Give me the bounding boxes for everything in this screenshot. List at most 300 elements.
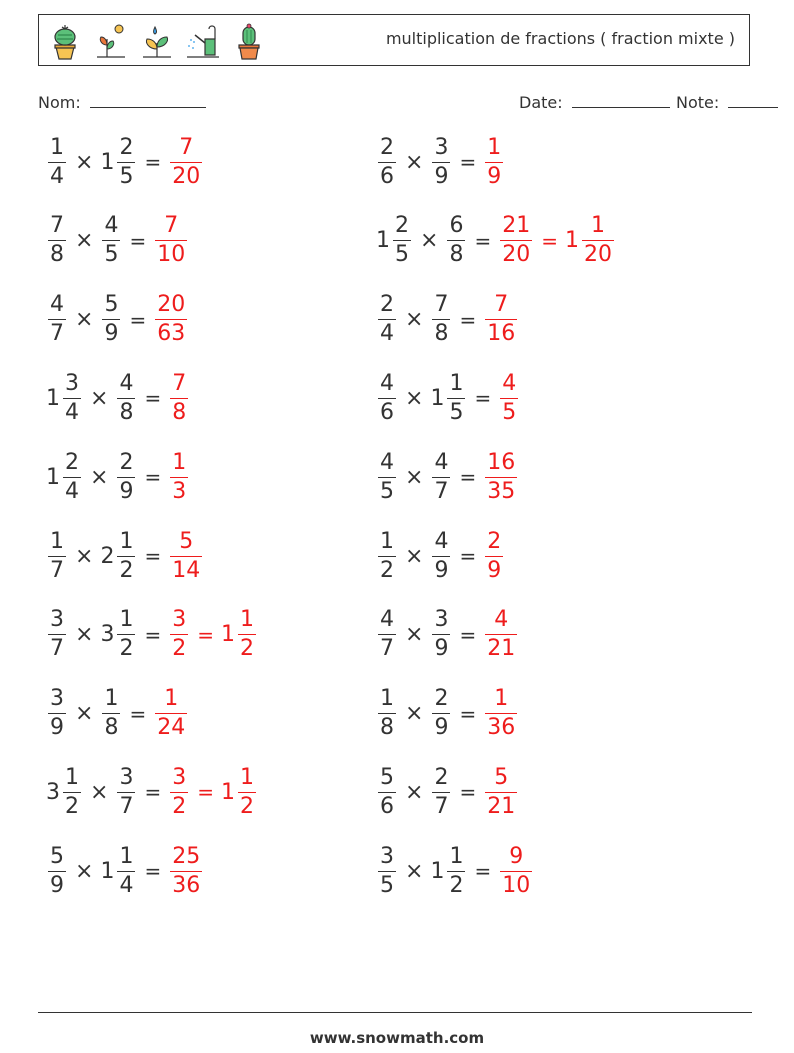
times-sign: ×	[90, 385, 109, 411]
answer-fraction	[168, 764, 190, 819]
denominator: 9	[50, 872, 64, 898]
cactus-icon	[231, 21, 267, 61]
answer-fraction	[168, 528, 204, 583]
fraction	[155, 688, 187, 739]
fraction	[485, 528, 503, 583]
numerator: 1	[494, 686, 509, 712]
operand-a	[46, 688, 68, 739]
answer-fraction	[168, 134, 204, 189]
problem-item	[46, 836, 204, 906]
operand-a	[376, 370, 398, 425]
fraction	[432, 609, 450, 660]
problem-item	[376, 363, 520, 433]
equals-sign: =	[459, 622, 477, 647]
numerator: 7	[494, 292, 509, 318]
fraction	[170, 528, 202, 583]
times-sign: ×	[405, 858, 424, 884]
operand-a	[46, 764, 83, 819]
fraction	[447, 215, 465, 266]
fraction	[48, 134, 66, 189]
denominator: 20	[583, 242, 612, 268]
answer	[483, 134, 505, 189]
numerator: 9	[509, 843, 524, 869]
problem-item	[376, 521, 505, 591]
fraction	[48, 528, 66, 583]
denominator: 7	[50, 321, 64, 347]
operand-a	[376, 528, 398, 583]
denominator: 5	[380, 872, 394, 898]
times-sign: ×	[405, 149, 424, 175]
numerator: 2	[119, 134, 134, 160]
operand-a	[46, 449, 83, 504]
problem-item	[46, 285, 189, 355]
fraction	[447, 843, 465, 898]
operand-b	[100, 294, 122, 345]
numerator: 3	[434, 607, 449, 633]
whole-number: 1	[100, 149, 115, 175]
numerator: 5	[380, 764, 394, 790]
date-label: Date:	[519, 93, 563, 112]
answer-equals-sign: =	[197, 622, 214, 647]
equals-sign: =	[144, 544, 162, 568]
answer-fraction	[168, 843, 204, 898]
answer	[153, 294, 189, 345]
denominator: 4	[119, 872, 134, 898]
answer	[168, 528, 204, 583]
times-sign: ×	[405, 779, 424, 805]
numerator: 3	[380, 843, 394, 869]
denominator: 4	[380, 321, 394, 347]
equals-sign: =	[474, 859, 492, 884]
denominator: 2	[119, 557, 134, 583]
numerator: 1	[50, 134, 64, 160]
fraction	[48, 215, 66, 266]
answer	[168, 843, 204, 898]
answer-fraction	[153, 294, 189, 345]
fraction	[238, 609, 256, 660]
fraction	[447, 370, 465, 425]
numerator: 1	[119, 528, 134, 554]
denominator: 5	[380, 478, 394, 504]
equals-sign: =	[474, 386, 492, 411]
answer-fraction	[498, 843, 534, 898]
times-sign: ×	[405, 543, 424, 569]
fraction	[117, 609, 135, 660]
times-sign: ×	[405, 622, 424, 648]
numerator: 5	[104, 292, 119, 318]
times-sign: ×	[405, 385, 424, 411]
whole-number: 1	[430, 858, 445, 884]
fraction	[432, 688, 450, 739]
operand-a	[376, 609, 398, 660]
fraction	[117, 843, 135, 898]
answer-mixed-number	[220, 764, 258, 819]
operand-a	[376, 688, 398, 739]
name-blank	[90, 93, 206, 108]
equals-sign: =	[144, 465, 162, 490]
problem-item	[46, 363, 190, 433]
denominator: 5	[449, 399, 464, 425]
watering-plant-icon	[139, 21, 175, 61]
operand-a	[376, 215, 413, 266]
fraction	[485, 609, 517, 660]
numerator: 1	[449, 370, 464, 396]
numerator: 4	[380, 607, 394, 633]
fraction	[155, 215, 187, 266]
answer	[483, 528, 505, 583]
numerator: 4	[502, 370, 517, 396]
whole-number: 3	[100, 622, 115, 648]
equals-sign: =	[144, 859, 162, 884]
denominator: 2	[239, 793, 254, 819]
fraction	[393, 215, 411, 266]
numerator: 20	[157, 292, 186, 318]
problem-item	[46, 679, 189, 749]
equals-sign: =	[129, 228, 147, 253]
answer	[483, 688, 519, 739]
fraction	[378, 688, 396, 739]
problem-item	[376, 206, 616, 276]
operand-a	[46, 843, 68, 898]
operand-b	[430, 688, 452, 739]
numerator: 1	[119, 607, 134, 633]
denominator: 9	[50, 715, 64, 741]
problem-item	[376, 679, 519, 749]
denominator: 7	[50, 636, 64, 662]
denominator: 4	[50, 163, 64, 189]
numerator: 3	[119, 764, 134, 790]
numerator: 1	[590, 213, 605, 239]
answer-fraction	[168, 449, 190, 504]
fraction	[432, 134, 450, 189]
fraction	[378, 528, 396, 583]
denominator: 4	[65, 478, 79, 504]
times-sign: ×	[75, 149, 94, 175]
numerator: 2	[434, 764, 449, 790]
answer-fraction	[483, 294, 519, 345]
answer-fraction	[483, 764, 519, 819]
denominator: 7	[50, 557, 64, 583]
operand-b	[430, 528, 452, 583]
fraction	[378, 609, 396, 660]
answer-fraction	[168, 609, 190, 660]
times-sign: ×	[405, 701, 424, 727]
problem-item	[376, 127, 505, 197]
numerator: 7	[50, 213, 64, 239]
denominator: 6	[380, 163, 394, 189]
answer	[168, 370, 190, 425]
sprouting-plant-icon	[93, 21, 129, 61]
operand-b	[115, 370, 137, 425]
operand-a	[46, 294, 68, 345]
numerator: 7	[434, 292, 449, 318]
numerator: 3	[50, 607, 64, 633]
answer-mixed-number	[221, 609, 258, 660]
answer	[498, 215, 616, 266]
denominator: 10	[502, 872, 531, 898]
numerator: 4	[50, 292, 64, 318]
answer	[483, 764, 519, 819]
fraction	[378, 764, 396, 819]
denominator: 21	[487, 636, 516, 662]
answer-fraction	[168, 370, 190, 425]
date-blank	[572, 93, 670, 108]
operand-b	[100, 688, 122, 739]
answer-fraction	[498, 370, 520, 425]
times-sign: ×	[75, 228, 94, 254]
operand-b	[445, 215, 467, 266]
answer	[153, 215, 189, 266]
operand-a	[376, 294, 398, 345]
watering-can-icon	[185, 21, 221, 61]
equals-sign: =	[144, 386, 162, 411]
numerator: 3	[172, 607, 187, 633]
denominator: 2	[119, 636, 134, 662]
numerator: 5	[179, 528, 194, 554]
operand-a	[46, 609, 68, 660]
problem-item	[376, 600, 519, 670]
fraction	[48, 688, 66, 739]
denominator: 3	[172, 478, 187, 504]
denominator: 7	[434, 793, 449, 819]
whole-number: 1	[100, 858, 115, 884]
denominator: 7	[119, 793, 134, 819]
fraction	[485, 134, 503, 189]
note-field	[676, 93, 778, 112]
numerator: 4	[434, 449, 449, 475]
denominator: 9	[434, 636, 449, 662]
numerator: 1	[487, 134, 502, 160]
numerator: 2	[380, 134, 394, 160]
fraction	[117, 764, 135, 819]
answer	[168, 134, 204, 189]
fraction	[485, 688, 517, 739]
answer	[498, 843, 534, 898]
answer	[498, 370, 520, 425]
numerator: 7	[164, 213, 179, 239]
denominator: 9	[434, 715, 449, 741]
denominator: 4	[65, 399, 79, 425]
operand-a	[46, 134, 68, 189]
fraction	[63, 449, 81, 504]
denominator: 14	[172, 557, 201, 583]
answer-fraction	[483, 528, 505, 583]
denominator: 36	[487, 715, 516, 741]
answer-fraction	[498, 215, 534, 266]
answer	[483, 449, 519, 504]
fraction	[432, 764, 450, 819]
equals-sign: =	[144, 622, 162, 647]
name-field	[38, 93, 206, 112]
denominator: 6	[380, 793, 394, 819]
equals-sign: =	[459, 544, 477, 568]
fraction	[378, 370, 396, 425]
fraction	[48, 843, 66, 898]
fraction	[170, 609, 188, 660]
equals-sign: =	[129, 307, 147, 332]
fraction	[378, 449, 396, 504]
denominator: 8	[434, 321, 449, 347]
denominator: 5	[395, 242, 409, 268]
denominator: 7	[380, 636, 394, 662]
denominator: 2	[172, 636, 187, 662]
numerator: 2	[487, 528, 502, 554]
fraction	[238, 764, 256, 819]
answer-fraction	[153, 688, 189, 739]
numerator: 1	[65, 764, 79, 790]
times-sign: ×	[420, 228, 439, 254]
times-sign: ×	[405, 464, 424, 490]
operand-a	[376, 449, 398, 504]
numerator: 1	[380, 528, 394, 554]
numerator: 3	[65, 370, 79, 396]
problem-item	[46, 757, 258, 827]
fraction	[102, 294, 120, 345]
numerator: 6	[449, 213, 464, 239]
fraction	[170, 764, 188, 819]
times-sign: ×	[75, 543, 94, 569]
fraction	[170, 370, 188, 425]
header-icons	[47, 21, 267, 61]
denominator: 8	[449, 242, 464, 268]
operand-b	[430, 449, 452, 504]
operand-b	[115, 449, 137, 504]
operand-b	[100, 134, 137, 189]
numerator: 1	[172, 449, 187, 475]
date-field	[519, 93, 670, 112]
numerator: 1	[164, 686, 179, 712]
numerator: 1	[239, 607, 254, 633]
whole-number: 1	[46, 464, 60, 490]
numerator: 4	[380, 370, 394, 396]
answer	[483, 609, 519, 660]
denominator: 5	[119, 163, 134, 189]
numerator: 4	[104, 213, 119, 239]
operand-b	[430, 370, 467, 425]
fraction	[102, 215, 120, 266]
operand-a	[376, 764, 398, 819]
numerator: 2	[395, 213, 409, 239]
fraction	[378, 843, 396, 898]
times-sign: ×	[75, 701, 94, 727]
operand-a	[376, 134, 398, 189]
times-sign: ×	[75, 858, 94, 884]
denominator: 35	[487, 478, 516, 504]
answer-equals-sign: =	[197, 780, 214, 805]
answer-fraction	[483, 688, 519, 739]
denominator: 2	[449, 872, 464, 898]
operand-b	[430, 843, 467, 898]
equals-sign: =	[459, 701, 477, 726]
numerator: 1	[104, 686, 119, 712]
denominator: 2	[172, 793, 187, 819]
denominator: 9	[487, 163, 502, 189]
numerator: 3	[172, 764, 187, 790]
equals-sign: =	[129, 701, 147, 726]
operand-a	[376, 843, 398, 898]
denominator: 8	[50, 242, 64, 268]
numerator: 4	[494, 607, 509, 633]
answer-equals-sign: =	[541, 228, 558, 253]
answer	[168, 764, 258, 819]
answer	[168, 449, 190, 504]
answer-fraction	[483, 449, 519, 504]
denominator: 9	[487, 557, 502, 583]
denominator: 20	[502, 242, 531, 268]
denominator: 20	[172, 163, 201, 189]
operand-b	[430, 134, 452, 189]
denominator: 24	[157, 715, 186, 741]
note-label: Note:	[676, 93, 720, 112]
times-sign: ×	[75, 307, 94, 333]
whole-number: 1	[46, 385, 60, 411]
denominator: 9	[104, 321, 119, 347]
fraction	[378, 294, 396, 345]
times-sign: ×	[75, 622, 94, 648]
denominator: 9	[119, 478, 134, 504]
equals-sign: =	[459, 150, 477, 174]
equals-sign: =	[459, 465, 477, 490]
whole-number: 3	[46, 779, 60, 805]
numerator: 2	[434, 686, 449, 712]
operand-b	[100, 609, 137, 660]
operand-b	[100, 843, 137, 898]
whole-number: 1	[430, 385, 445, 411]
numerator: 5	[50, 843, 64, 869]
denominator: 2	[239, 636, 254, 662]
whole-number: 2	[100, 543, 115, 569]
worksheet-title: multiplication de fractions ( fraction mixte )	[385, 29, 735, 48]
answer-fraction	[483, 609, 519, 660]
fraction	[582, 215, 614, 266]
fraction	[500, 215, 532, 266]
operand-b	[430, 609, 452, 660]
footer-url: www.snowmath.com	[309, 1029, 485, 1047]
fraction	[117, 449, 135, 504]
operand-b	[430, 294, 452, 345]
times-sign: ×	[90, 464, 109, 490]
numerator: 2	[65, 449, 79, 475]
denominator: 8	[380, 715, 394, 741]
numerator: 7	[179, 134, 194, 160]
fraction	[117, 528, 135, 583]
fraction	[48, 294, 66, 345]
denominator: 8	[104, 715, 119, 741]
numerator: 2	[380, 292, 394, 318]
fraction	[485, 449, 517, 504]
note-blank	[728, 93, 778, 108]
answer	[168, 609, 258, 660]
denominator: 8	[119, 399, 134, 425]
operand-b	[100, 528, 137, 583]
problem-item	[376, 285, 519, 355]
fraction	[485, 764, 517, 819]
header-box	[38, 14, 750, 66]
answer-mixed-number	[565, 215, 616, 266]
problem-item	[46, 206, 189, 276]
denominator: 9	[434, 163, 449, 189]
problem-item	[376, 442, 519, 512]
denominator: 2	[380, 557, 394, 583]
numerator: 1	[239, 764, 254, 790]
numerator: 1	[449, 843, 464, 869]
fraction	[117, 370, 135, 425]
denominator: 16	[487, 321, 516, 347]
whole-number: 1	[376, 228, 390, 254]
equals-sign: =	[144, 780, 162, 805]
answer-fraction	[483, 134, 505, 189]
times-sign: ×	[90, 779, 109, 805]
